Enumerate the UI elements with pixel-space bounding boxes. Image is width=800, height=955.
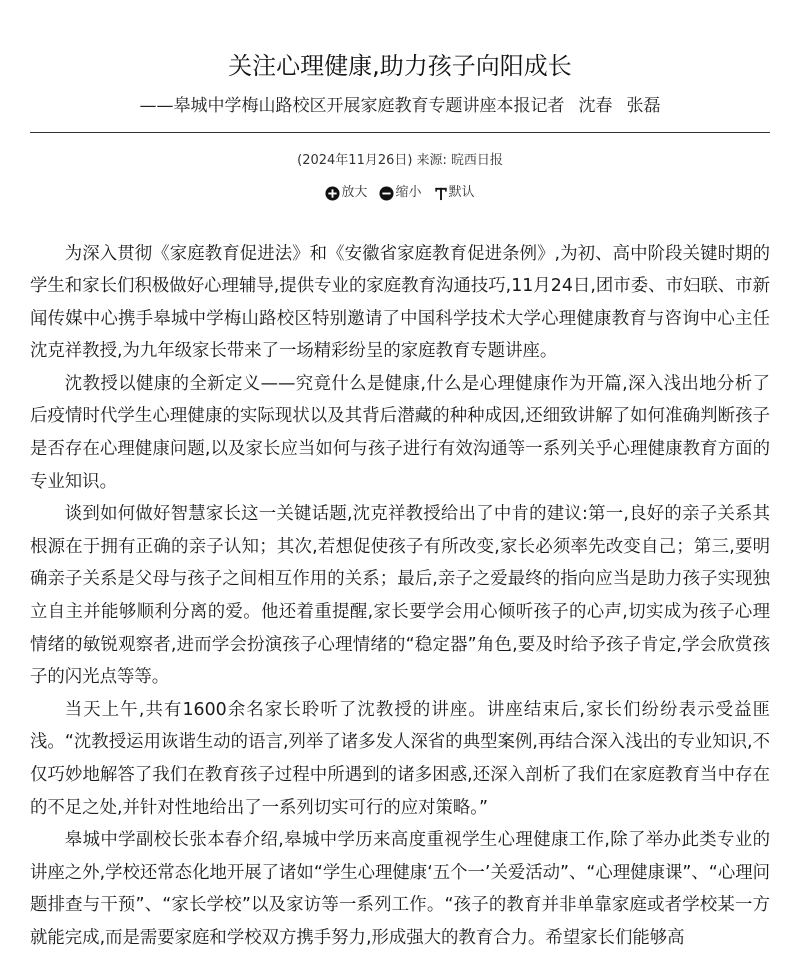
source-label: 来源: (416, 153, 447, 168)
default-size-button[interactable] (434, 184, 475, 202)
article-title: 关注心理健康,助力孩子向阳成长 (228, 52, 572, 80)
text-size-icon (434, 186, 448, 201)
paragraph: 为深入贯彻《家庭教育促进法》和《安徽省家庭教育促进条例》,为初、高中阶段关键时期的学生和家长们积极做好心理辅导,提供专业的家庭教育沟通技巧,11月24日,团市委、市妇联、市新闻传媒中心携手皋城中学梅山路校区特别邀请了中国科学技术大学心理健康教育与咨询中心主任沈克祥教授,为九年级家长带来了一场精彩纷呈的家庭教育专题讲座。 (30, 243, 770, 362)
article-meta (30, 152, 770, 170)
zoom-out-button[interactable] (379, 184, 421, 202)
subtitle-text: ——皋城中学梅山路校区开展家庭教育专题讲座本报记者 (139, 96, 565, 116)
reporter-name: 沈春 (578, 96, 613, 116)
article-body (30, 238, 770, 955)
default-size-label: 默认 (448, 185, 475, 200)
paragraph: 谈到如何做好智慧家长这一关键话题,沈克祥教授给出了中肯的建议:第一,良好的亲子关系其根源在于拥有正确的亲子认知；其次,若想促使孩子有所改变,家长必须率先改变自己；第三,要明确亲子关系是父母与孩子之间相互作用的关系；最后,亲子之爱最终的指向应当是助力孩子实现独立自主并能够顺利分离的爱。他还着重提醒,家长要学会用心倾听孩子的心声,切实成为孩子心理情绪的敏锐观察者,进而学会扮演孩子心理情绪的“稳定器”角色,要及时给予孩子肯定,学会欣赏孩子的闪光点等等。 (30, 504, 770, 688)
reporter-name: 张磊 (626, 96, 661, 116)
paragraph: 皋城中学副校长张本春介绍,皋城中学历来高度重视学生心理健康工作,除了举办此类专业的讲座之外,学校还常态化地开展了诸如“学生心理健康‘五个一’关爱活动”、“心理健康课”、“心理问题排查与干预”、“家长学校”以及家访等一系列工作。“孩子的教育并非单靠家庭或者学校某一方就能完成,而是需要家庭和学校双方携手努力,形成强大的教育合力。希望家长们能够高 (30, 830, 770, 948)
publish-date: (2024年11月26日) (297, 153, 413, 168)
header-divider (30, 132, 770, 133)
paragraph: 当天上午,共有1600余名家长聆听了沈教授的讲座。讲座结束后,家长们纷纷表示受益匪浅。“沈教授运用诙谐生动的语言,列举了诸多发人深省的典型案例,再结合深入浅出的专业知识,不仅巧妙地解答了我们在教育孩子过程中所遇到的诸多困惑,还深入剖析了我们在家庭教育当中存在的不足之处,并针对性地给出了一系列切实可行的应对策略。” (30, 699, 770, 818)
zoom-out-label: 缩小 (395, 185, 422, 200)
zoom-in-label: 放大 (341, 185, 368, 200)
zoom-in-button[interactable] (325, 184, 367, 202)
source-name: 晥西日报 (450, 153, 503, 168)
article (30, 0, 770, 955)
font-size-tools (30, 184, 770, 203)
plus-circle-icon (325, 186, 340, 201)
minus-circle-icon (379, 186, 394, 201)
article-subtitle (30, 94, 770, 118)
paragraph: 沈教授以健康的全新定义——究竟什么是健康,什么是心理健康作为开篇,深入浅出地分析了后疫情时代学生心理健康的实际现状以及其背后潜藏的种种成因,还细致讲解了如何准确判断孩子是否存在心理健康问题,以及家长应当如何与孩子进行有效沟通等一系列关乎心理健康教育方面的专业知识。 (30, 373, 770, 492)
